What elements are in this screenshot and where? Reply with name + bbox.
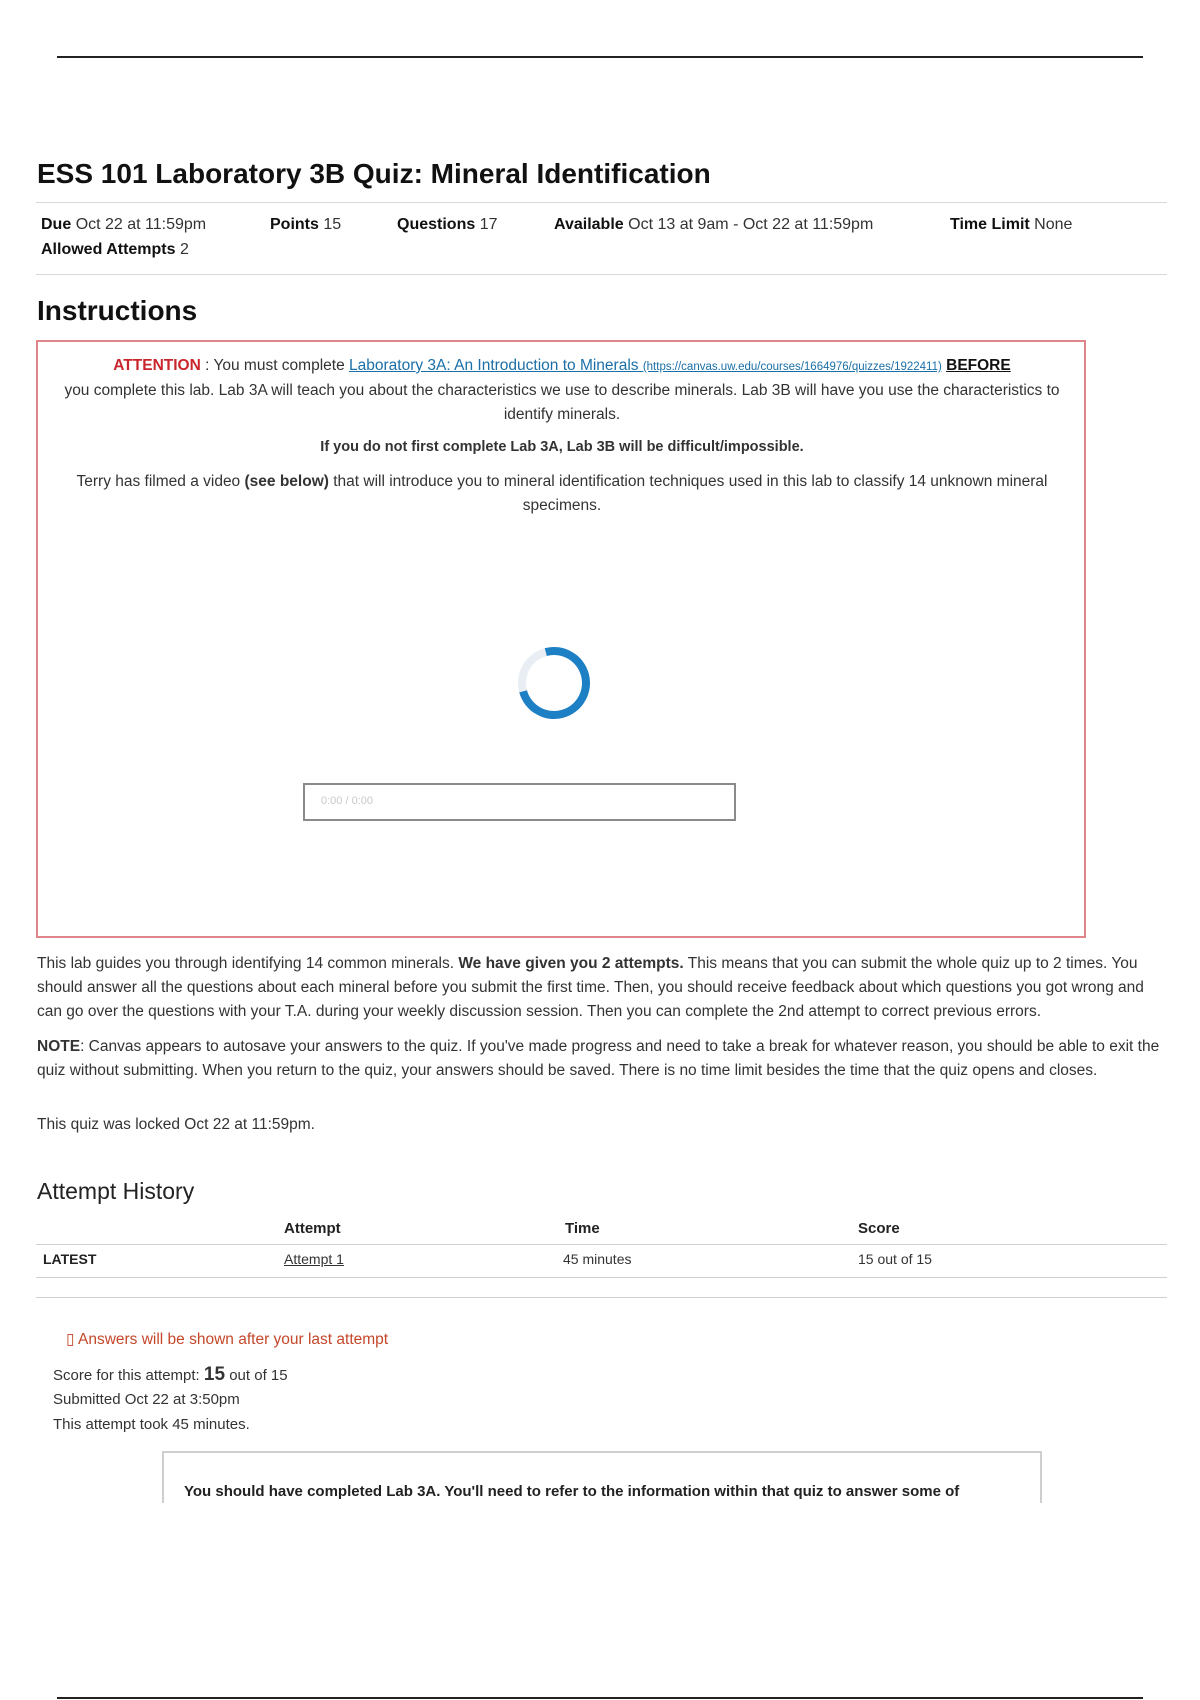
latest-label: LATEST: [43, 1251, 97, 1267]
page-top-rule: [57, 56, 1143, 58]
due-date: Due Oct 22 at 11:59pm: [41, 216, 207, 233]
question-box-text: You should have completed Lab 3A. You'll need to refer to the information within that quiz to answer some of: [184, 1483, 960, 1500]
attempt-history-heading: Attempt History: [37, 1178, 195, 1204]
answers-hidden-notice: ▯ Answers will be shown after your last attempt: [66, 1331, 389, 1348]
col-header-time: Time: [565, 1220, 600, 1237]
score-for-attempt: Score for this attempt: 15 out of 15: [53, 1364, 288, 1385]
note-paragraph: NOTE: Canvas appears to autosave your answers to the quiz. If you've made progress and need to take a break for whatever reason, you should be able to exit the quiz without submitting. When you return to the quiz, your answers should be saved. There is no time limit besides the time that the quiz opens and closes.: [37, 1038, 1160, 1079]
meta-divider: [36, 202, 1167, 203]
question-box: [162, 1451, 1042, 1503]
points: Points 15: [270, 216, 342, 233]
video-player-bar[interactable]: [303, 783, 736, 821]
allowed-attempts: Allowed Attempts 2: [41, 241, 189, 258]
video-intro: Terry has filmed a video (see below) that will introduce you to mineral identification techniques used in this lab to classify 14 unknown mineral specimens.: [76, 473, 1048, 514]
quiz-title: ESS 101 Laboratory 3B Quiz: Mineral Identification: [37, 158, 711, 189]
time-limit: Time Limit None: [950, 216, 1073, 233]
availability: Available Oct 13 at 9am - Oct 22 at 11:59pm: [554, 216, 874, 233]
table-header-rule: [36, 1244, 1167, 1245]
instructions-box: [36, 340, 1086, 938]
meta-divider: [36, 274, 1167, 275]
section-divider: [36, 1297, 1167, 1298]
locked-notice: This quiz was locked Oct 22 at 11:59pm.: [37, 1116, 315, 1133]
attention-paragraph: ATTENTION : You must complete Laboratory 3A: An Introduction to Minerals (https://canvas.uw.edu/courses/1664976/quizzes/1922411) BEFORE you complete this lab. Lab 3A will teach you about the characteristics we use to describe minerals. Lab 3B will have you use the characteristics to identify minerals.: [64, 357, 1060, 423]
attempt-score: 15 out of 15: [858, 1251, 932, 1267]
attempt-duration: This attempt took 45 minutes.: [53, 1416, 250, 1433]
lab3a-link[interactable]: Laboratory 3A: An Introduction to Minerals (https://canvas.uw.edu/courses/1664976/quizzes/1922411): [349, 357, 942, 374]
table-row-rule: [36, 1277, 1167, 1278]
player-time: 0:00 / 0:00: [321, 795, 373, 807]
warning-text: If you do not first complete Lab 3A, Lab 3B will be difficult/impossible.: [320, 439, 804, 455]
col-header-score: Score: [858, 1220, 900, 1237]
submitted-time: Submitted Oct 22 at 3:50pm: [53, 1391, 240, 1408]
attempt-time: 45 minutes: [563, 1251, 632, 1267]
page-bottom-rule: [57, 1697, 1143, 1699]
instructions-heading: Instructions: [37, 295, 198, 326]
questions-count: Questions 17: [397, 216, 498, 233]
attention-label: ATTENTION: [113, 357, 201, 374]
col-header-attempt: Attempt: [284, 1220, 341, 1237]
lab-guide-paragraph: This lab guides you through identifying 14 common minerals. We have given you 2 attempts. This means that you can submit the whole quiz up to 2 times. You should answer all the questions about each mineral before you submit the first time. Then, you should receive feedback about which questions you got wrong and can go over the questions with your T.A. during your weekly discussion session. Then you can complete the 2nd attempt to correct previous errors.: [37, 955, 1144, 1020]
attempt-1-link[interactable]: Attempt 1: [284, 1251, 344, 1267]
